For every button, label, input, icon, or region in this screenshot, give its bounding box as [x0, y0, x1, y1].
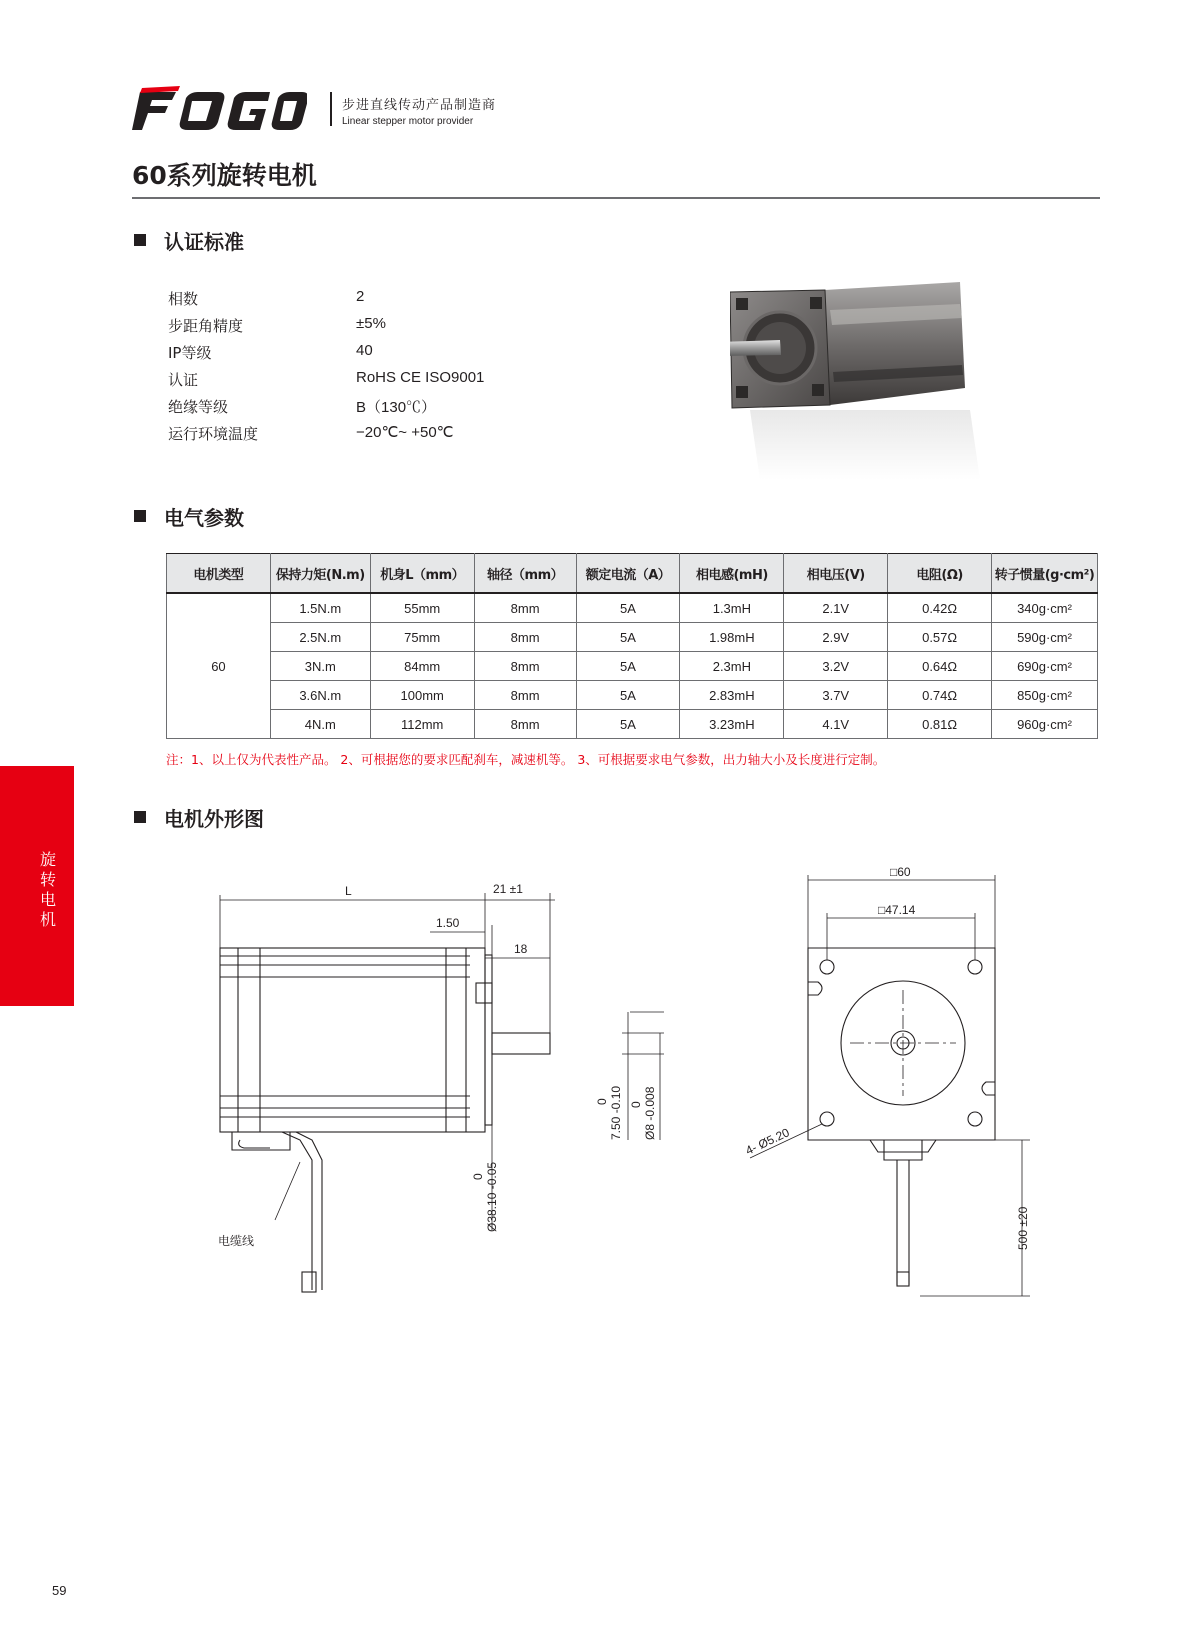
- dim-shaft-tolerance: 7.50 -0.10: [609, 1085, 623, 1140]
- table-cell: 4N.m: [270, 710, 370, 739]
- table-row: [167, 710, 1098, 739]
- spec-value: RoHS CE ISO9001: [356, 369, 485, 386]
- dim-L: L: [345, 884, 352, 898]
- table-cell: 3.23mH: [680, 710, 784, 739]
- table-cell: 0.81Ω: [888, 710, 992, 739]
- table-cell: 8mm: [474, 710, 576, 739]
- table-cell: 8mm: [474, 652, 576, 681]
- table-cell: 3.6N.m: [270, 681, 370, 710]
- table-cell: 1.98mH: [680, 623, 784, 652]
- table-cell: 850g·cm²: [992, 681, 1098, 710]
- table-cell: 2.9V: [784, 623, 888, 652]
- section-title-cert: 认证标准: [164, 230, 244, 254]
- dim-4714: □47.14: [878, 903, 916, 917]
- electrical-params-table: [166, 553, 1098, 739]
- spec-label: 步距角精度: [168, 317, 244, 335]
- column-header: 电机类型: [167, 554, 271, 594]
- page-title: 60系列旋转电机: [132, 161, 317, 190]
- spec-value: 2: [356, 288, 365, 305]
- motor-photo: [730, 270, 990, 490]
- table-row: [167, 652, 1098, 681]
- dim-60: □60: [890, 865, 911, 879]
- table-cell: 4.1V: [784, 710, 888, 739]
- section-bullet: [134, 510, 146, 522]
- table-cell: 8mm: [474, 593, 576, 623]
- table-cell: 5A: [576, 710, 680, 739]
- table-header-row: [167, 554, 1098, 594]
- spec-value: B（130℃）: [356, 399, 437, 416]
- column-header: 相电压(V): [784, 554, 888, 594]
- table-cell: 590g·cm²: [992, 623, 1098, 652]
- table-cell: 8mm: [474, 681, 576, 710]
- title-divider: [132, 197, 1100, 199]
- table-cell: 112mm: [370, 710, 474, 739]
- table-cell: 0.64Ω: [888, 652, 992, 681]
- table-cell: 2.1V: [784, 593, 888, 623]
- dim-shaft-diameter: Ø8 -0.008: [643, 1086, 657, 1140]
- table-cell: 2.3mH: [680, 652, 784, 681]
- table-cell: 2.5N.m: [270, 623, 370, 652]
- table-cell: 75mm: [370, 623, 474, 652]
- side-view: [220, 948, 550, 1292]
- tagline-en: Linear stepper motor provider: [342, 116, 474, 127]
- category-side-label: 旋转电机: [40, 850, 57, 929]
- table-cell: 0.57Ω: [888, 623, 992, 652]
- column-header: 转子惯量(g·cm²): [992, 554, 1098, 594]
- table-cell: 1.5N.m: [270, 593, 370, 623]
- dim-shaft-diameter-zero: 0: [629, 1101, 643, 1108]
- spec-label: IP等级: [168, 344, 212, 362]
- dim-lead-length: 500 ±20: [1016, 1206, 1030, 1250]
- table-cell: 84mm: [370, 652, 474, 681]
- section-bullet: [134, 234, 146, 246]
- spec-label: 相数: [168, 290, 199, 308]
- table-cell: 340g·cm²: [992, 593, 1098, 623]
- column-header: 额定电流（A）: [576, 554, 680, 594]
- table-row: [167, 593, 1098, 623]
- table-cell: 3.7V: [784, 681, 888, 710]
- dim-holes: 4- Ø5.20: [743, 1125, 792, 1158]
- spec-label: 运行环境温度: [168, 425, 259, 443]
- table-row: [167, 623, 1098, 652]
- table-cell: 100mm: [370, 681, 474, 710]
- motor-outline-drawing: [200, 860, 1100, 1300]
- spec-label: 认证: [168, 371, 199, 389]
- table-cell: 690g·cm²: [992, 652, 1098, 681]
- tagline-cn: 步进直线传动产品制造商: [342, 98, 497, 113]
- cable-label: 电缆线: [218, 1234, 255, 1248]
- table-cell: 5A: [576, 681, 680, 710]
- dim-shaft-tolerance-zero: 0: [595, 1098, 609, 1105]
- table-cell: 3N.m: [270, 652, 370, 681]
- column-header: 保持力矩(N.m): [270, 554, 370, 594]
- table-cell: 3.2V: [784, 652, 888, 681]
- table-cell: 5A: [576, 652, 680, 681]
- table-cell: 8mm: [474, 623, 576, 652]
- header-separator: [330, 92, 332, 126]
- table-cell: 0.42Ω: [888, 593, 992, 623]
- dim-boss-diameter: Ø38.10 -0.05: [485, 1161, 499, 1232]
- column-header: 电阻(Ω): [888, 554, 992, 594]
- table-cell: 5A: [576, 593, 680, 623]
- table-cell: 2.83mH: [680, 681, 784, 710]
- table-row: [167, 681, 1098, 710]
- spec-value: 40: [356, 342, 373, 359]
- fogo-logo: [132, 84, 307, 134]
- spec-label: 绝缘等级: [168, 398, 229, 416]
- spec-value: −20℃~ +50℃: [356, 424, 454, 441]
- column-header: 相电感(mH): [680, 554, 784, 594]
- section-bullet: [134, 811, 146, 823]
- column-header: 机身L（mm）: [370, 554, 474, 594]
- section-title-outline: 电机外形图: [164, 807, 264, 831]
- table-cell: 960g·cm²: [992, 710, 1098, 739]
- section-title-electrical: 电气参数: [164, 506, 244, 530]
- category-side-tab: [0, 766, 74, 1006]
- table-cell: 55mm: [370, 593, 474, 623]
- table-footnote: 注：1、以上仅为代表性产品。 2、可根据您的要求匹配刹车，减速机等。 3、可根据要求电气参数，出力轴大小及长度进行定制。: [166, 752, 886, 767]
- page-number: 59: [52, 1583, 67, 1598]
- table-cell: 0.74Ω: [888, 681, 992, 710]
- column-header: 轴径（mm）: [474, 554, 576, 594]
- spec-value: ±5%: [356, 315, 386, 332]
- dim-boss-diameter-zero: 0: [471, 1173, 485, 1180]
- dim-21: 21 ±1: [493, 882, 523, 896]
- table-cell: 5A: [576, 623, 680, 652]
- front-view: [808, 948, 995, 1286]
- table-cell: 1.3mH: [680, 593, 784, 623]
- motor-type-cell: 60: [167, 593, 271, 739]
- dim-150: 1.50: [436, 916, 460, 930]
- dim-18: 18: [514, 942, 528, 956]
